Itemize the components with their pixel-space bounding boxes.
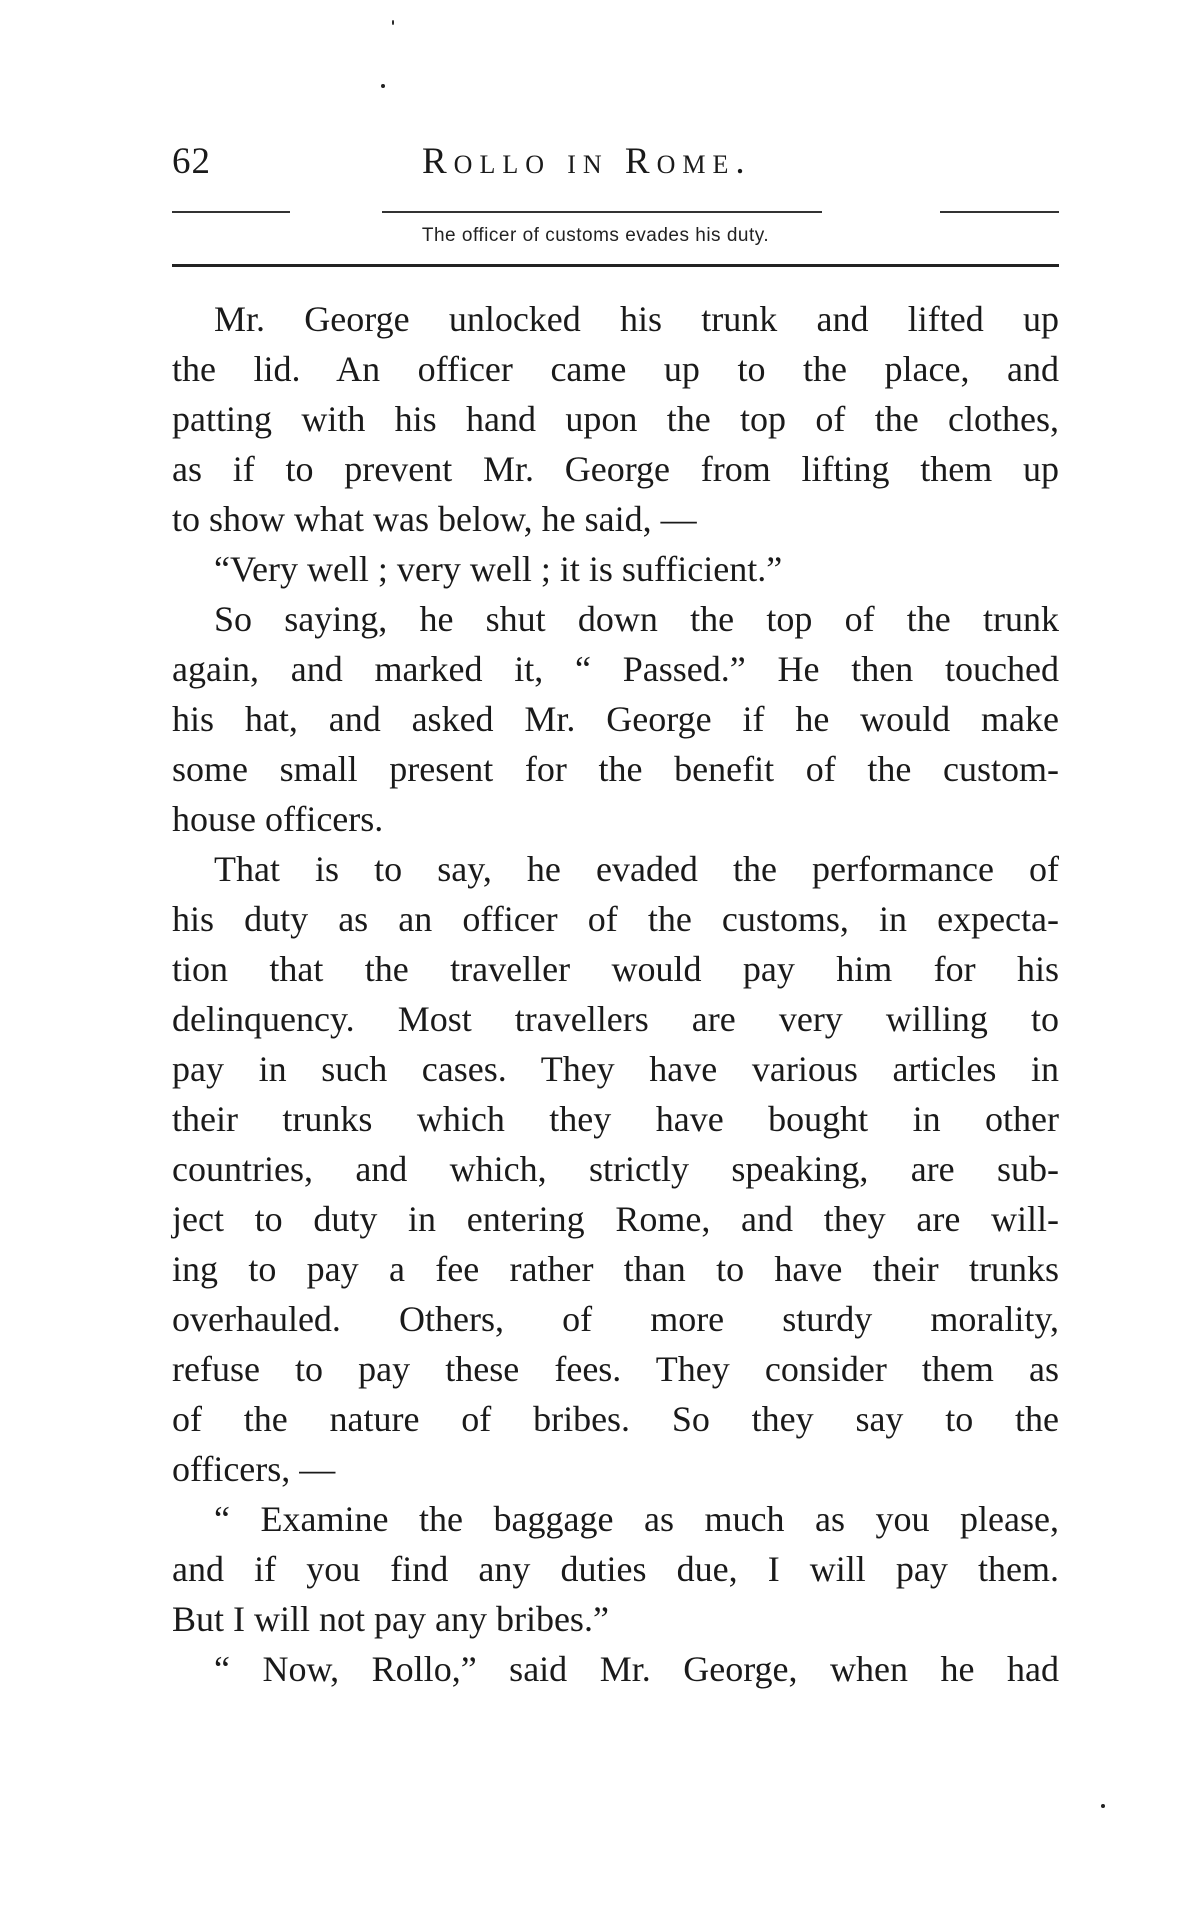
text-line: pay in such cases. They have various articles in <box>172 1049 1059 1089</box>
text-line: patting with his hand upon the top of the clothes, <box>172 399 1059 439</box>
header-rule-right <box>940 211 1059 213</box>
paragraph <box>172 1494 1059 1644</box>
text-line: and if you find any duties due, I will pay them. <box>172 1549 1059 1589</box>
text-line: officers, — <box>172 1449 336 1489</box>
headnote-rule <box>172 264 1059 267</box>
text-line: That is to say, he evaded the performance of <box>214 849 1059 889</box>
header-rule-left <box>172 211 290 213</box>
page-header <box>172 140 1072 200</box>
text-line: tion that the traveller would pay him for his <box>172 949 1059 989</box>
text-line: Mr. George unlocked his trunk and lifted up <box>214 299 1059 339</box>
text-line: ing to pay a fee rather than to have their trunks <box>172 1249 1059 1289</box>
text-line: again, and marked it, “ Passed.” He then touched <box>172 649 1059 689</box>
page-number: 62 <box>172 141 211 182</box>
paragraph <box>172 594 1059 844</box>
print-speck <box>392 20 394 25</box>
text-line: ject to duty in entering Rome, and they are will- <box>172 1199 1059 1239</box>
text-line: of the nature of bribes. So they say to the <box>172 1399 1059 1439</box>
paragraph <box>172 1644 1059 1694</box>
print-speck <box>381 84 385 88</box>
running-title: Rollo in Rome. <box>422 141 752 182</box>
chapter-headnote: The officer of customs evades his duty. <box>421 225 770 246</box>
text-line: their trunks which they have bought in other <box>172 1099 1059 1139</box>
paragraph <box>172 544 1059 594</box>
text-line: But I will not pay any bribes.” <box>172 1599 609 1639</box>
text-line: house officers. <box>172 799 384 839</box>
text-line: to show what was below, he said, — <box>172 499 697 539</box>
header-rule-middle <box>382 211 822 213</box>
paragraph <box>172 294 1059 544</box>
text-line: his hat, and asked Mr. George if he would make <box>172 699 1059 739</box>
text-line: overhauled. Others, of more sturdy morality, <box>172 1299 1059 1339</box>
text-line: “ Now, Rollo,” said Mr. George, when he had <box>214 1649 1059 1689</box>
text-line: So saying, he shut down the top of the trunk <box>214 599 1059 639</box>
print-speck <box>1101 1804 1105 1808</box>
text-line: refuse to pay these fees. They consider them as <box>172 1349 1059 1389</box>
body-text <box>172 294 1059 1694</box>
text-line: “Very well ; very well ; it is sufficient.” <box>214 549 783 589</box>
text-line: as if to prevent Mr. George from lifting them up <box>172 449 1059 489</box>
text-line: his duty as an officer of the customs, in expecta- <box>172 899 1059 939</box>
text-line: countries, and which, strictly speaking, are sub- <box>172 1149 1059 1189</box>
paragraph <box>172 844 1059 1494</box>
text-line: “ Examine the baggage as much as you please, <box>214 1499 1059 1539</box>
text-line: delinquency. Most travellers are very willing to <box>172 999 1059 1039</box>
text-line: the lid. An officer came up to the place, and <box>172 349 1059 389</box>
text-line: some small present for the benefit of the custom- <box>172 749 1059 789</box>
